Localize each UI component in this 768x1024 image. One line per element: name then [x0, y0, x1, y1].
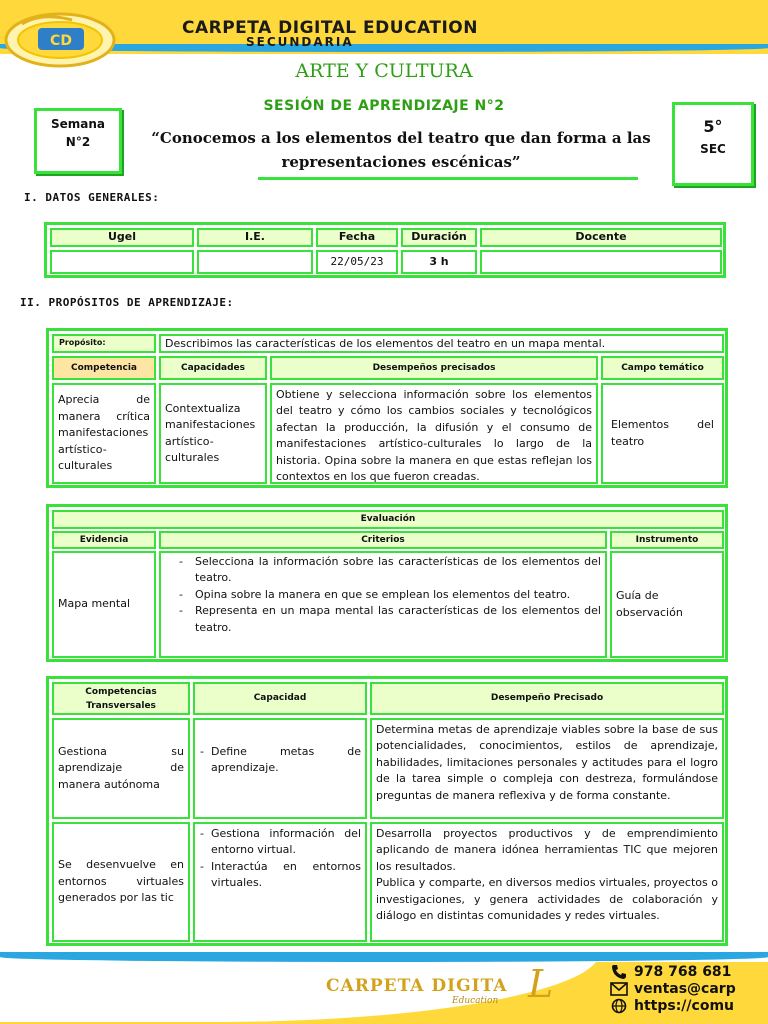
criterio-item: - Opina sobre la manera en que se emplean los elementos del teatro.	[171, 587, 601, 603]
phone-text: 978 768 681	[634, 964, 732, 980]
col-fecha: Fecha	[316, 228, 398, 247]
evaluacion-title: Evaluación	[52, 510, 724, 529]
col-competencia: Competencia	[52, 356, 156, 380]
email-text: ventas@carp	[634, 981, 736, 997]
col-docente: Docente	[480, 228, 722, 247]
phone-icon	[610, 964, 628, 980]
col-capacidades: Capacidades	[159, 356, 267, 380]
datos-generales-table	[44, 222, 726, 278]
section-datos-generales-heading: I. DATOS GENERALES:	[24, 191, 160, 204]
footer-brand-sub: Education	[452, 996, 499, 1006]
transversal-capacidad-2	[193, 822, 367, 942]
logo-text: CD	[50, 33, 72, 49]
footer-blue-wave	[0, 952, 768, 962]
section-propositos-heading: II. PROPÓSITOS DE APRENDIZAJE:	[20, 296, 234, 309]
criterio-item: - Representa en un mapa mental las características de los elementos del teatro.	[171, 603, 601, 636]
capacidad-item: - Define metas de aprendizaje.	[199, 744, 361, 777]
col-campo-tematico: Campo temático	[601, 356, 724, 380]
footer-brand: CARPETA DIGITA	[326, 976, 508, 996]
instrumento-text: Guía de observación	[610, 551, 724, 658]
proposito-label: Propósito:	[52, 334, 156, 353]
footer-band	[0, 952, 768, 1024]
proposito-text: Describimos las características de los elementos del teatro en un mapa mental.	[159, 334, 724, 353]
transversal-competencia-1: Gestiona su aprendizaje de manera autónoma	[52, 718, 190, 819]
footer-brand-flourish: L	[528, 962, 554, 1006]
col-instrumento: Instrumento	[610, 531, 724, 549]
criterio-item: - Selecciona la información sobre las características de los elementos del teatro.	[171, 554, 601, 587]
grade-level: SEC	[700, 142, 726, 156]
ie-value	[197, 250, 313, 274]
mail-icon	[610, 981, 628, 997]
transversales-table	[46, 676, 728, 946]
criterios-list	[159, 551, 607, 658]
grade-number: 5°	[703, 117, 723, 136]
fecha-value: 22/05/23	[316, 250, 398, 274]
col-criterios: Criterios	[159, 531, 607, 549]
desempeno-paragraph: Desarrolla proyectos productivos y de emprendimiento aplicando de manera idónea herramientas TIC que mejoren los resultados.	[376, 827, 718, 873]
session-theme-line1: “Conocemos a los elementos del teatro que dan forma a las	[151, 129, 651, 147]
title-underline	[258, 177, 638, 180]
competencia-text: Aprecia de manera crítica manifestaciones artístico-culturales	[52, 383, 156, 484]
evidencia-text: Mapa mental	[52, 551, 156, 658]
globe-icon	[610, 998, 628, 1014]
propositos-table	[46, 328, 728, 488]
footer-phone[interactable]	[610, 964, 731, 980]
grade-box	[672, 102, 754, 186]
docente-value	[480, 250, 722, 274]
footer-email[interactable]	[610, 981, 736, 997]
campo-tematico-text: Elementos del teatro	[601, 383, 724, 484]
capacidad-item: - Gestiona información del entorno virtual.	[199, 826, 361, 859]
brand-name: CARPETA DIGITAL EDUCATION	[182, 18, 478, 38]
transversal-competencia-2: Se desenvuelve en entornos virtuales generados por las tic	[52, 822, 190, 942]
session-theme-line2: representaciones escénicas”	[281, 153, 521, 171]
session-theme	[136, 126, 666, 174]
duracion-value: 3 h	[401, 250, 477, 274]
col-duracion: Duración	[401, 228, 477, 247]
semana-box	[34, 108, 122, 174]
col-ie: I.E.	[197, 228, 313, 247]
transversal-desempeno-2	[370, 822, 724, 942]
desempenos-text: Obtiene y selecciona información sobre los elementos del teatro y cómo los cambios sociales y tecnológicos afectan la producción, la difusión y el consumo de manifestaciones artístico-culturales lo largo de la historia. Opina sobre la manera en que estas reflejan los contextos en los que fueron creadas.	[270, 383, 598, 484]
semana-number: N°2	[65, 135, 91, 149]
col-desempenos: Desempeños precisados	[270, 356, 598, 380]
session-title: SESIÓN DE APRENDIZAJE N°2	[263, 98, 505, 114]
brand-level: SECUNDARIA	[246, 35, 354, 49]
capacidad-item: - Interactúa en entornos virtuales.	[199, 859, 361, 892]
col-desempeno-precisado: Desempeño Precisado	[370, 682, 724, 715]
footer-web[interactable]	[610, 998, 734, 1014]
transversal-desempeno-1: Determina metas de aprendizaje viables sobre la base de sus potencialidades, conocimientos, estilos de aprendizaje, habilidades, limitaciones personales y actitudes para el logro de la tarea simple o compleja con destreza, formulándose preguntas de manera reflexiva y de forma constante.	[370, 718, 724, 819]
col-evidencia: Evidencia	[52, 531, 156, 549]
col-competencias-transversales: Competencias Transversales	[52, 682, 190, 715]
col-capacidad: Capacidad	[193, 682, 367, 715]
semana-label: Semana	[50, 117, 106, 131]
col-ugel: Ugel	[50, 228, 194, 247]
transversal-capacidad-1	[193, 718, 367, 819]
evaluacion-table	[46, 504, 728, 662]
subject-title: ARTE Y CULTURA	[295, 60, 473, 82]
web-text: https://comu	[634, 998, 735, 1014]
capacidades-text: Contextualiza manifestaciones artístico-culturales	[159, 383, 267, 484]
desempeno-paragraph: Publica y comparte, en diversos medios virtuales, proyectos o investigaciones, y genera actividades de colaboración y diálogo en distintas comunidades y redes virtuales.	[376, 876, 718, 923]
ugel-value	[50, 250, 194, 274]
